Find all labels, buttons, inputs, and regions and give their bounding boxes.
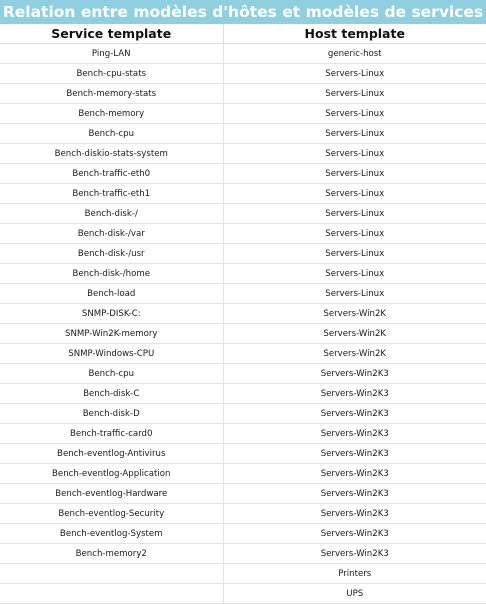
host-template-cell: Servers-Win2K3 (223, 384, 486, 404)
host-template-cell: Servers-Win2K3 (223, 404, 486, 424)
service-template-cell: Bench-memory (0, 104, 223, 124)
service-template-cell: Bench-disk-/ (0, 204, 223, 224)
host-template-cell: Servers-Linux (223, 124, 486, 144)
host-template-cell: Servers-Win2K (223, 324, 486, 344)
host-template-cell: Servers-Win2K3 (223, 424, 486, 444)
service-template-cell: Bench-traffic-eth0 (0, 164, 223, 184)
table-row (0, 44, 486, 64)
sheet-title: Relation entre modèles d'hôtes et modèles de services (0, 0, 486, 24)
table-row (0, 484, 486, 504)
host-template-cell: Servers-Linux (223, 204, 486, 224)
service-template-cell: Bench-eventlog-Antivirus (0, 444, 223, 464)
table-row (0, 124, 486, 144)
table-row (0, 64, 486, 84)
service-template-cell: Bench-disk-/home (0, 264, 223, 284)
table-row (0, 284, 486, 304)
service-template-cell: Bench-disk-/usr (0, 244, 223, 264)
service-template-cell (0, 584, 223, 604)
host-template-cell: Servers-Linux (223, 244, 486, 264)
host-template-cell: Servers-Linux (223, 184, 486, 204)
table-row (0, 464, 486, 484)
service-template-cell: Bench-diskio-stats-system (0, 144, 223, 164)
host-template-cell: Servers-Linux (223, 264, 486, 284)
host-template-cell: Servers-Linux (223, 84, 486, 104)
service-template-cell: Bench-eventlog-Security (0, 504, 223, 524)
host-template-cell: Servers-Linux (223, 104, 486, 124)
mapping-table (0, 24, 486, 604)
header-row (0, 24, 486, 44)
host-template-cell: Servers-Win2K3 (223, 544, 486, 564)
host-template-cell: Servers-Linux (223, 164, 486, 184)
service-template-cell: SNMP-Win2K-memory (0, 324, 223, 344)
table-row (0, 404, 486, 424)
table-row (0, 544, 486, 564)
table-row (0, 344, 486, 364)
service-template-cell: SNMP-Windows-CPU (0, 344, 223, 364)
table-row (0, 184, 486, 204)
table-row (0, 104, 486, 124)
table-row (0, 564, 486, 584)
host-template-cell: Servers-Win2K (223, 304, 486, 324)
table-row (0, 584, 486, 604)
host-template-cell: Servers-Win2K3 (223, 484, 486, 504)
table-row (0, 164, 486, 184)
table-row (0, 524, 486, 544)
service-template-cell: Bench-cpu-stats (0, 64, 223, 84)
host-template-cell: Servers-Linux (223, 144, 486, 164)
host-template-cell: Printers (223, 564, 486, 584)
table-body (0, 44, 486, 604)
service-template-cell: Bench-eventlog-Hardware (0, 484, 223, 504)
host-template-cell: UPS (223, 584, 486, 604)
table-row (0, 504, 486, 524)
service-template-cell: Bench-disk-C (0, 384, 223, 404)
column-header-service: Service template (0, 24, 223, 44)
service-template-cell: Ping-LAN (0, 44, 223, 64)
host-template-cell: Servers-Linux (223, 224, 486, 244)
host-template-cell: Servers-Win2K3 (223, 504, 486, 524)
table-row (0, 424, 486, 444)
table-row (0, 84, 486, 104)
table-row (0, 384, 486, 404)
service-template-cell: Bench-traffic-eth1 (0, 184, 223, 204)
table-row (0, 224, 486, 244)
service-template-cell: Bench-memory2 (0, 544, 223, 564)
host-template-cell: Servers-Win2K3 (223, 524, 486, 544)
table-row (0, 144, 486, 164)
table-row (0, 304, 486, 324)
service-template-cell: Bench-disk-D (0, 404, 223, 424)
table-row (0, 444, 486, 464)
service-template-cell (0, 564, 223, 584)
table-row (0, 244, 486, 264)
service-template-cell: Bench-eventlog-System (0, 524, 223, 544)
service-template-cell: Bench-memory-stats (0, 84, 223, 104)
host-template-cell: Servers-Win2K3 (223, 464, 486, 484)
host-template-cell: Servers-Win2K3 (223, 444, 486, 464)
service-template-cell: Bench-traffic-card0 (0, 424, 223, 444)
service-template-cell: Bench-eventlog-Application (0, 464, 223, 484)
host-template-cell: Servers-Linux (223, 284, 486, 304)
service-template-cell: Bench-cpu (0, 124, 223, 144)
service-template-cell: Bench-load (0, 284, 223, 304)
service-template-cell: Bench-cpu (0, 364, 223, 384)
host-template-cell: Servers-Win2K3 (223, 364, 486, 384)
table-row (0, 324, 486, 344)
host-template-cell: Servers-Linux (223, 64, 486, 84)
column-header-host: Host template (223, 24, 486, 44)
host-template-cell: generic-host (223, 44, 486, 64)
table-row (0, 364, 486, 384)
service-template-cell: SNMP-DISK-C: (0, 304, 223, 324)
service-template-cell: Bench-disk-/var (0, 224, 223, 244)
table-row (0, 264, 486, 284)
host-template-cell: Servers-Win2K (223, 344, 486, 364)
table-row (0, 204, 486, 224)
